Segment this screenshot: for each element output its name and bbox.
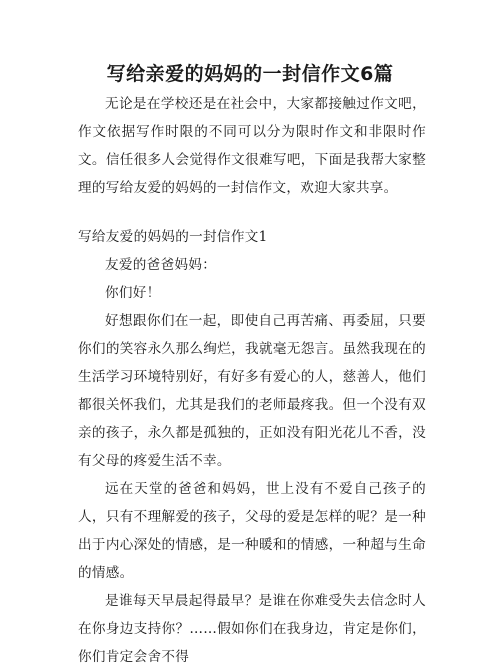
letter-greeting: 你们好！: [105, 285, 161, 301]
document-title: 写给亲爱的妈妈的一封信作文6篇: [106, 63, 394, 85]
letter-salutation: 友爱的爸爸妈妈：: [105, 257, 217, 273]
section-heading: 写给友爱的妈妈的一封信作文1: [78, 229, 268, 245]
letter-paragraph: 好想跟你们在一起，即使自己再苦痛、再委屈，只要你们的笑容永久那么绚烂，我就毫无怨言。虽然我现在的生活学习环境特别好，有好多有爱心的人，慈善人，他们都很关怀我们，尤其是我们的老师最疼我。但一个没有双亲的孩子，永久都是孤独的，正如没有阳光花儿不香，没有父母的疼爱生活不幸。: [78, 313, 426, 469]
letter-paragraph: 远在天堂的爸爸和妈妈，世上没有不爱自己孩子的人，只有不理解爱的孩子，父母的爱是怎样的呢？是一种出于内心深处的情感，是一种暖和的情感，一种超与生命的情感。: [78, 481, 426, 581]
intro-paragraph: 无论是在学校还是在社会中，大家都接触过作文吧，作文依据写作时限的不同可以分为限时作文和非限时作文。信任很多人会觉得作文很难写吧，下面是我帮大家整理的写给友爱的妈妈的一封信作文，欢迎大家共享。: [78, 96, 426, 196]
document-body: [78, 90, 426, 671]
paragraph-gap: [78, 202, 426, 223]
letter-paragraph: 是谁每天早晨起得最早？是谁在你难受失去信念时人在你身边支持你？……假如你们在我身边，肯定是你们，你们肯定会舍不得: [78, 593, 426, 665]
